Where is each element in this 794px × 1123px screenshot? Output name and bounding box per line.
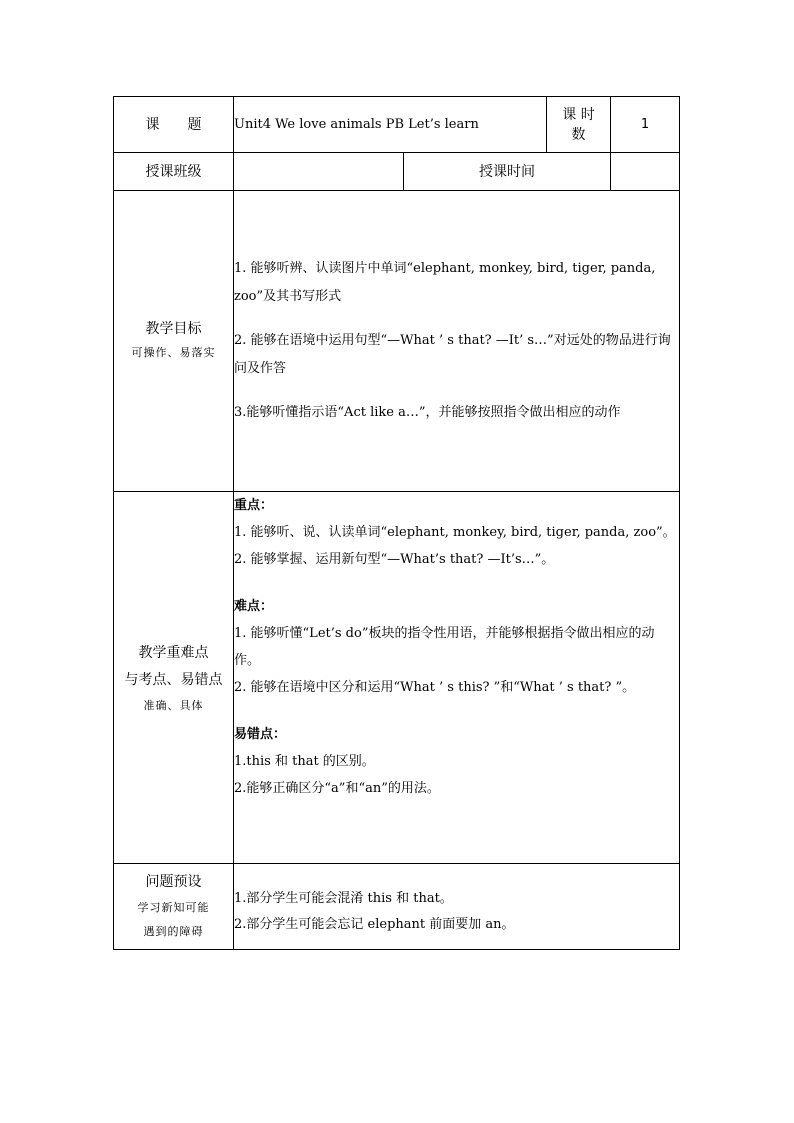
problems-label-cell [114, 864, 234, 950]
goal-item: 3.能够听懂指示语“Act like a…”，并能够按照指令做出相应的动作 [234, 405, 621, 420]
focus-row [114, 492, 680, 864]
lesson-plan-table [113, 96, 680, 950]
error-points-heading: 易错点： [234, 727, 287, 742]
hours-label: 课 时 数 [547, 97, 611, 153]
problems-sublabel-line1: 学习新知可能 [137, 900, 210, 914]
goal-item: 1. 能够听辨、认读图片中单词“elephant, monkey, bird, tiger, panda, zoo”及其书写形式 [234, 261, 656, 304]
topic-label: 课 题 [114, 97, 234, 153]
class-row [114, 153, 680, 191]
difficult-point-item: 1. 能够听懂“Let’s do”板块的指令性用语，并能够根据指令做出相应的动作。 [234, 626, 655, 668]
error-point-item: 2.能够正确区分“a”和“an”的用法。 [234, 781, 440, 796]
focus-sublabel: 准确、具体 [143, 698, 204, 712]
topic-value: Unit4 We love animals PB Let’s learn [234, 97, 547, 153]
focus-label-line1: 教学重难点 [138, 644, 209, 661]
goals-content [234, 191, 680, 492]
problems-content [234, 864, 680, 950]
topic-row [114, 97, 680, 153]
difficult-points-heading: 难点： [234, 599, 274, 614]
difficult-point-item: 2. 能够在语境中区分和运用“What ’ s this? ”和“What ’ s that? ”。 [234, 680, 636, 695]
key-point-item: 2. 能够掌握、运用新句型“—What’s that? —It’s…”。 [234, 552, 555, 567]
class-label: 授课班级 [114, 153, 234, 191]
goals-label-cell [114, 191, 234, 492]
focus-content [234, 492, 680, 864]
hours-value: 1 [611, 97, 680, 153]
time-value [611, 153, 680, 191]
focus-label-line2: 与考点、易错点 [124, 671, 223, 688]
class-value [234, 153, 404, 191]
time-label: 授课时间 [404, 153, 611, 191]
goals-row [114, 191, 680, 492]
goals-label: 教学目标 [145, 321, 202, 337]
problem-item: 1.部分学生可能会混淆 this 和 that。 [234, 890, 453, 906]
focus-label-cell [114, 492, 234, 864]
goals-sublabel: 可操作、易落实 [131, 346, 216, 359]
problem-item: 2.部分学生可能会忘记 elephant 前面要加 an。 [234, 916, 515, 932]
problems-sublabel-line2: 遇到的障碍 [143, 924, 204, 938]
problems-row [114, 864, 680, 950]
goal-item: 2. 能够在语境中运用句型“—What ’ s that? —It’ s…”对远处的物品进行询问及作答 [234, 333, 671, 376]
error-point-item: 1.this 和 that 的区别。 [234, 754, 375, 769]
key-point-item: 1. 能够听、说、认读单词“elephant, monkey, bird, tiger, panda, zoo”。 [234, 525, 676, 540]
problems-label: 问题预设 [145, 873, 202, 890]
key-points-heading: 重点： [234, 498, 274, 513]
